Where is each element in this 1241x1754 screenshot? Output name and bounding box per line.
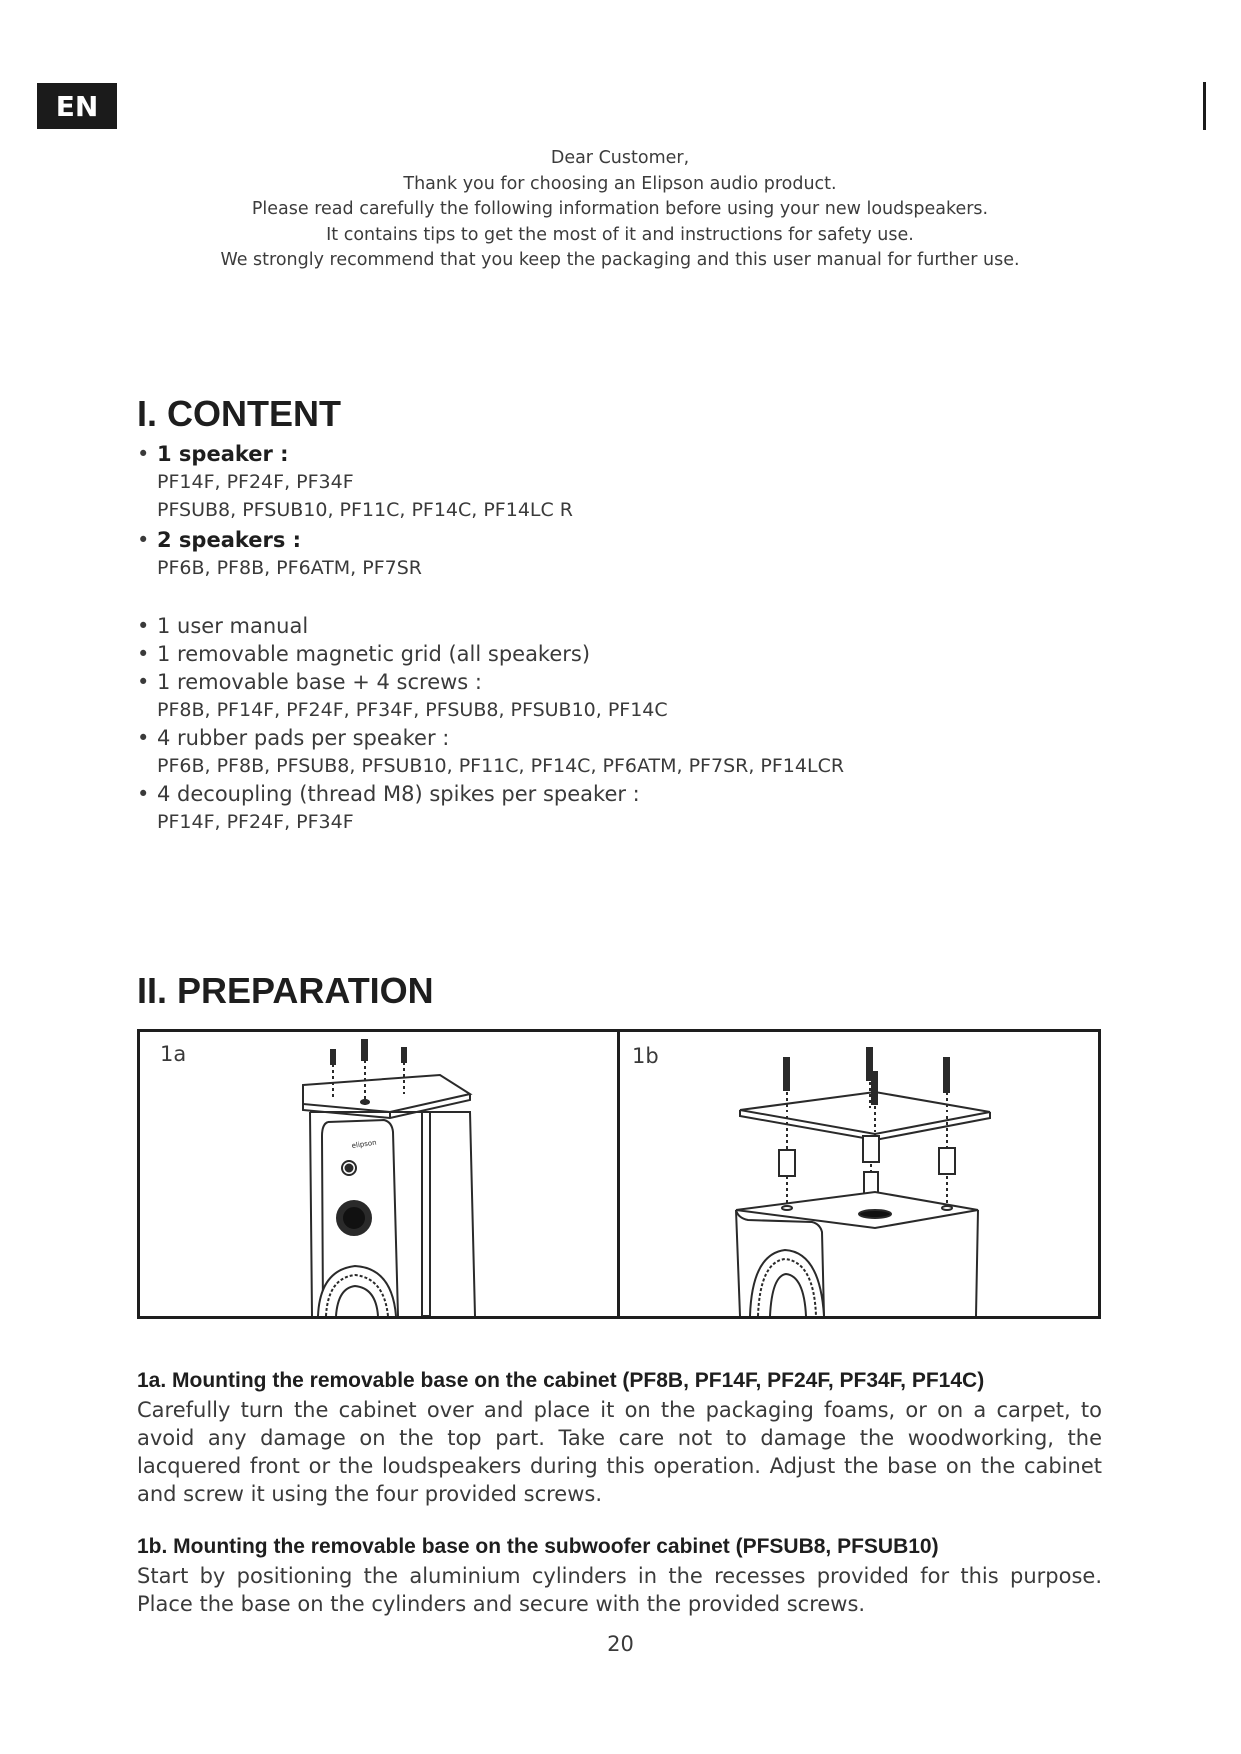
one-speaker-models: PFSUB8, PFSUB10, PF11C, PF14C, PF14LC R: [157, 499, 574, 521]
list-item: [137, 724, 1117, 752]
intro-line: We strongly recommend that you keep the packaging and this user manual for further use.: [220, 250, 1020, 270]
bullet: •: [137, 442, 150, 466]
content-list: [137, 440, 1117, 836]
figure-1a-label: 1a: [160, 1042, 187, 1066]
language-badge: EN: [37, 83, 117, 129]
preparation-figure: [137, 1029, 1101, 1319]
bullet: •: [137, 528, 150, 552]
page-edge-marker: [1203, 82, 1206, 130]
bullet: •: [137, 782, 150, 806]
step-1a-heading: 1a. Mounting the removable base on the cabinet (PF8B, PF14F, PF24F, PF34F, PF14C): [137, 1369, 985, 1392]
list-item: [137, 780, 1117, 808]
content-section-title: I. CONTENT: [137, 393, 341, 434]
intro-line: It contains tips to get the most of it and instructions for safety use.: [326, 224, 914, 245]
step-1b-heading: 1b. Mounting the removable base on the subwoofer cabinet (PFSUB8, PFSUB10): [137, 1535, 939, 1558]
figure-1b-label: 1b: [632, 1044, 659, 1068]
step-1b-text: Start by positioning the aluminium cylinders in the recesses provided for this purpose. Place the base on the cylinders and secure with the provided screws.: [137, 1564, 1102, 1616]
list-item-text: 4 decoupling (thread M8) spikes per speaker :: [157, 782, 640, 806]
list-item: [137, 526, 1117, 554]
list-item: [137, 612, 1117, 640]
list-item: [137, 440, 1117, 468]
list-item-models: PF8B, PF14F, PF24F, PF34F, PFSUB8, PFSUB10, PF14C: [157, 699, 668, 721]
bullet: •: [137, 614, 150, 638]
two-speakers-models: PF6B, PF8B, PF6ATM, PF7SR: [157, 557, 422, 579]
step-1a-text: Carefully turn the cabinet over and place it on the packaging foams, or on a carpet, to avoid any damage on the top part. Take care not to damage the woodworking, the lacquered front or the loudspeakers during this operation. Adjust the base on the cabinet and screw it using the four provided screws.: [137, 1398, 1102, 1506]
list-item-models: PF6B, PF8B, PFSUB8, PFSUB10, PF11C, PF14C, PF6ATM, PF7SR, PF14LCR: [157, 755, 845, 777]
two-speakers-label: 2 speakers :: [157, 528, 302, 552]
intro-line: Please read carefully the following information before using your new loudspeakers.: [251, 199, 989, 219]
one-speaker-models: PF14F, PF24F, PF34F: [157, 471, 354, 493]
list-item: [137, 640, 1117, 668]
page-number: 20: [607, 1632, 634, 1656]
bullet: •: [137, 642, 150, 666]
intro-line: Dear Customer,: [550, 148, 690, 168]
speaker-brand-logo: elipson: [351, 1138, 378, 1150]
subwoofer-illustration: [620, 1032, 1098, 1316]
preparation-section-title: II. PREPARATION: [137, 970, 434, 1011]
one-speaker-label: 1 speaker :: [157, 442, 289, 466]
list-item-text: 4 rubber pads per speaker :: [157, 726, 450, 750]
list-item-text: 1 user manual: [157, 614, 309, 638]
intro-message: [120, 146, 1120, 274]
bullet: •: [137, 726, 150, 750]
bullet: •: [137, 670, 150, 694]
intro-line: Thank you for choosing an Elipson audio product.: [403, 173, 837, 194]
tower-speaker-illustration: [140, 1032, 616, 1316]
list-item-text: 1 removable base + 4 screws :: [157, 670, 482, 694]
list-item-text: 1 removable magnetic grid (all speakers): [157, 642, 591, 666]
list-item: [137, 668, 1117, 696]
list-item-models: PF14F, PF24F, PF34F: [157, 811, 354, 833]
